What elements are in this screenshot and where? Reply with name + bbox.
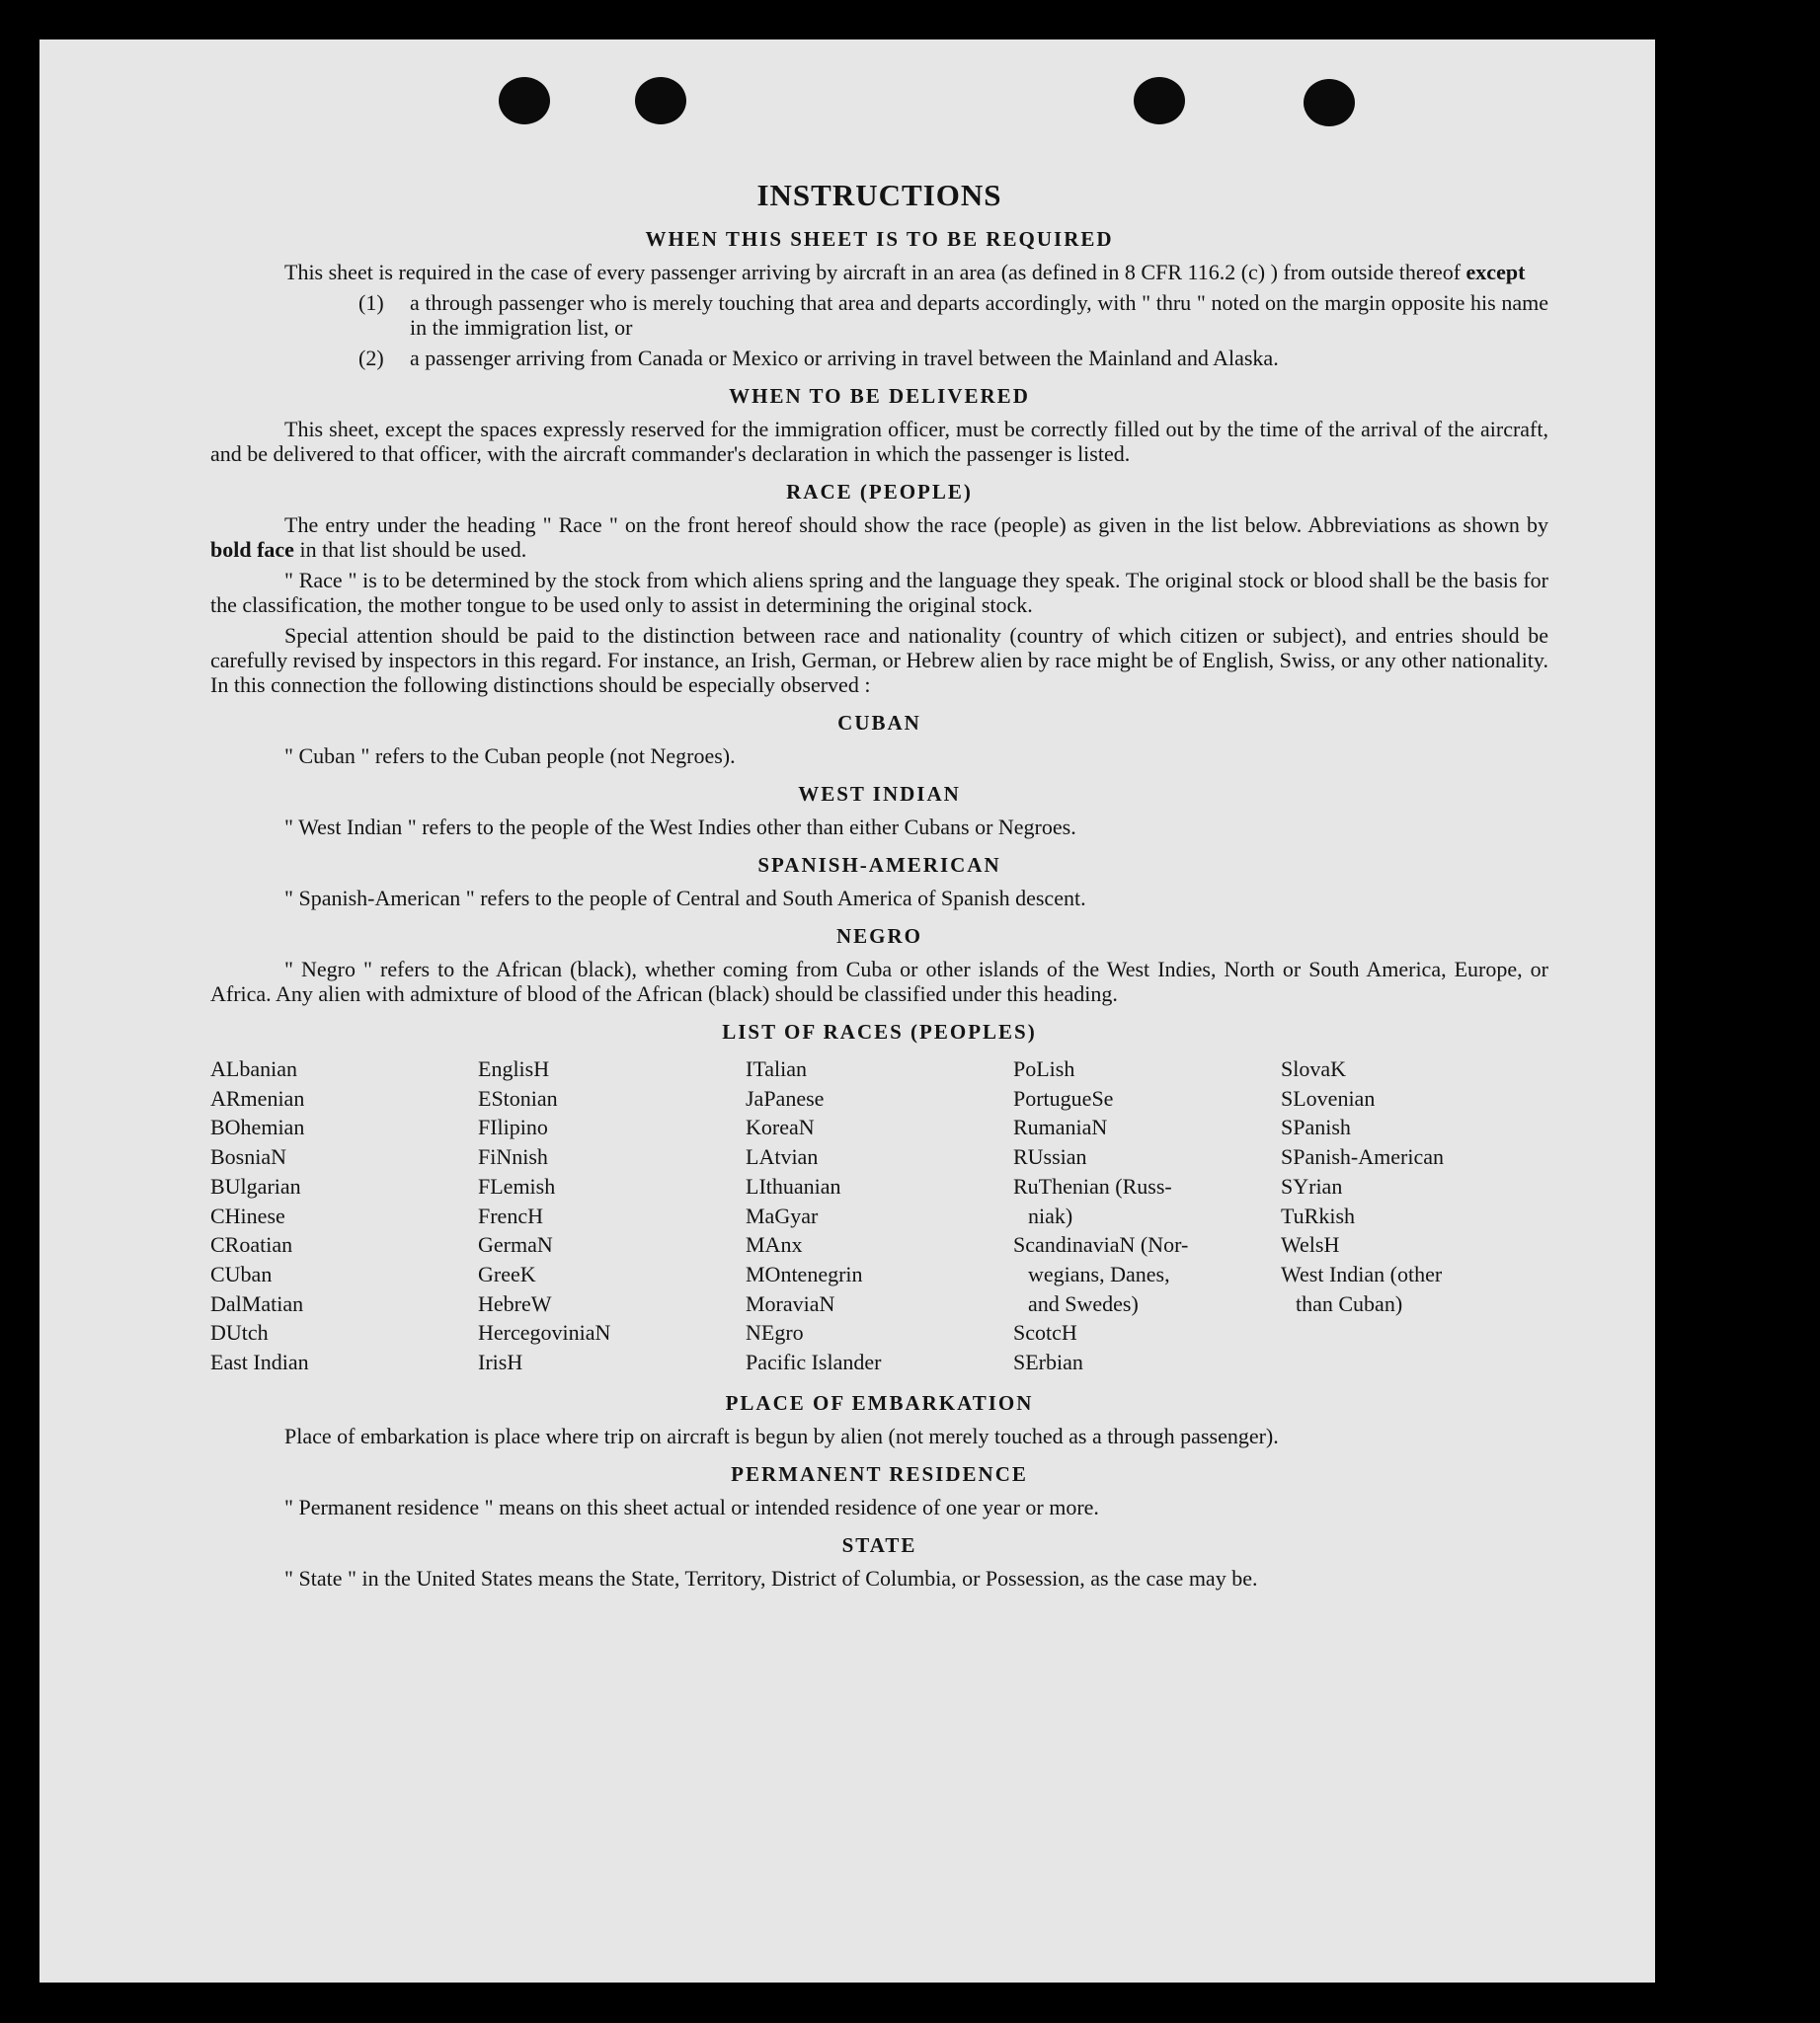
west-indian-text: " West Indian " refers to the people of the West Indies other than either Cubans or Negroes. [284,815,1076,839]
race-item: DalMatian [210,1290,304,1316]
embarkation-text: Place of embarkation is place where trip on aircraft is begun by alien (not merely touched as a through passenger). [284,1423,1279,1448]
races-list [210,1054,1548,1377]
race-item: BOhemian [210,1115,305,1140]
race-item: ALbanian [210,1056,297,1081]
race-item: wegians, Danes, [1028,1261,1170,1286]
exception-2: (2) a passenger arriving from Canada or Mexico or arriving in travel between the Mainland and Alaska. [358,346,1279,370]
race-item: NEgro [746,1320,804,1346]
race-column [210,1054,478,1377]
race-item: HercegoviniaN [478,1320,611,1346]
heading-residence: PERMANENT RESIDENCE [731,1461,1028,1486]
race-paragraph-1: The entry under the heading " Race " on the front hereof should show the race (people) as given in the list below. Abbreviations as shown by bold face in that list should be used. [210,512,1548,562]
negro-text: " Negro " refers to the African (black), whether coming from Cuba or other islands of the West Indies, North or South America, Europe, or Africa. Any alien with admixture of blood of the African (black) should be classified under this heading. [210,957,1548,1006]
race-item: WelsH [1281,1232,1340,1258]
heading-delivered: WHEN TO BE DELIVERED [729,384,1030,408]
race-item: FrencH [478,1203,543,1228]
race-item: FIlipino [478,1115,548,1140]
race-item: DUtch [210,1320,269,1346]
race-item: East Indian [210,1350,309,1375]
heading-spanish-american: SPANISH-AMERICAN [757,853,1001,877]
race-item: West Indian (other [1281,1261,1443,1286]
state-text: " State " in the United States means the State, Territory, District of Columbia, or Possession, as the case may be. [284,1565,1258,1591]
residence-text: " Permanent residence " means on this sheet actual or intended residence of one year or more. [284,1494,1099,1519]
race-item: SErbian [1013,1350,1083,1375]
race-item: Pacific Islander [746,1350,882,1375]
document-sheet [40,39,1655,1983]
race-item: RuThenian (Russ- [1013,1173,1172,1199]
page-title: INSTRUCTIONS [756,178,1002,212]
race-item: PoLish [1013,1056,1075,1081]
exception-1: (1) a through passenger who is merely touching that area and departs accordingly, with " thru " noted on the margin opposite his name in the immigration list, or [358,290,1548,340]
race-item: EnglisH [478,1056,550,1081]
race-item: PortugueSe [1013,1085,1114,1111]
delivered-text: This sheet, except the spaces expressly reserved for the immigration officer, must be correctly filled out by the time of the arrival of the aircraft, and be delivered to that officer, with the aircraft commander's declaration in which the passenger is listed. [210,417,1548,466]
race-item: GreeK [478,1261,536,1286]
race-item: ScotcH [1013,1320,1077,1346]
heading-negro: NEGRO [835,924,922,948]
heading-state: STATE [841,1532,917,1557]
race-item: than Cuban) [1296,1290,1403,1316]
race-item: niak) [1028,1203,1073,1228]
heading-cuban: CUBAN [837,711,921,735]
race-column [478,1054,746,1377]
required-intro: This sheet is required in the case of every passenger arriving by aircraft in an area (as defined in 8 CFR 116.2 (c) ) from outside thereof except [284,260,1526,284]
heading-race: RACE (PEOPLE) [786,480,973,504]
race-item: ScandinaviaN (Nor- [1013,1232,1189,1258]
race-item: MaGyar [746,1203,819,1228]
race-item: SPanish [1281,1115,1351,1140]
race-column [1281,1054,1548,1377]
race-item: CHinese [210,1203,285,1228]
race-paragraph-3: Special attention should be paid to the distinction between race and nationality (country of which citizen or subject), and entries should be carefully revised by inspectors in this regard. For instance, an Irish, German, or Hebrew alien by race might be of English, Swiss, or any other nationality. In this connection the following distinctions should be especially observed : [210,623,1548,697]
race-item: and Swedes) [1028,1290,1139,1316]
heading-west-indian: WEST INDIAN [798,782,961,806]
spanish-american-text: " Spanish-American " refers to the people of Central and South America of Spanish descent. [284,886,1086,910]
race-item: IrisH [478,1350,523,1375]
race-item: SPanish-American [1281,1144,1444,1170]
punch-hole [635,77,686,124]
race-item: MOntenegrin [746,1261,863,1286]
race-item: SlovaK [1281,1056,1346,1081]
race-item: MAnx [746,1232,803,1258]
punch-hole [499,77,550,124]
race-item: ITalian [746,1056,807,1081]
punch-hole [1304,79,1355,126]
race-item: KoreaN [746,1115,815,1140]
race-item: BUlgarian [210,1173,301,1199]
race-item: MoraviaN [746,1290,835,1316]
race-item: JaPanese [746,1085,825,1111]
race-item: BosniaN [210,1144,286,1170]
race-item: TuRkish [1281,1203,1356,1228]
cuban-text: " Cuban " refers to the Cuban people (not Negroes). [284,743,736,768]
heading-list-of-races: LIST OF RACES (PEOPLES) [722,1020,1037,1044]
race-item: SYrian [1281,1173,1343,1199]
race-item: EStonian [478,1085,558,1111]
race-item: ARmenian [210,1085,305,1111]
instructions-content [210,178,1548,1596]
race-item: RumaniaN [1013,1115,1108,1140]
punch-hole [1134,77,1185,124]
heading-required: WHEN THIS SHEET IS TO BE REQUIRED [645,227,1114,251]
race-paragraph-2: " Race " is to be determined by the stock from which aliens spring and the language they speak. The original stock or blood shall be the basis for the classification, the mother tongue to be used only to assist in determining the original stock. [210,568,1548,617]
race-item: FLemish [478,1173,556,1199]
race-item: SLovenian [1281,1085,1376,1111]
race-item: CRoatian [210,1232,293,1258]
race-item: LAtvian [746,1144,819,1170]
race-item: GermaN [478,1232,553,1258]
race-item: FiNnish [478,1144,548,1170]
race-column [746,1054,1013,1377]
race-item: CUban [210,1261,273,1286]
heading-embarkation: PLACE OF EMBARKATION [725,1390,1034,1415]
race-item: HebreW [478,1290,552,1316]
race-item: LIthuanian [746,1173,841,1199]
race-column [1013,1054,1281,1377]
race-item: RUssian [1013,1144,1087,1170]
